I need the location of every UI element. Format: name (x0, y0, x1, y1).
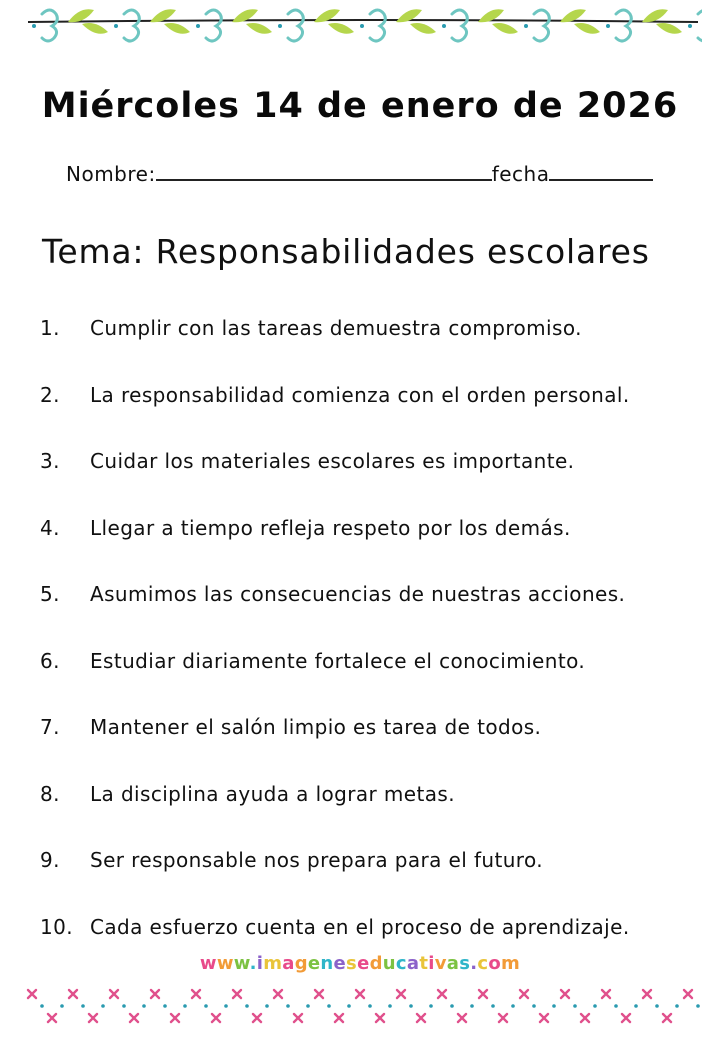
name-label: Nombre: (66, 162, 156, 186)
dot-ornament (409, 1004, 413, 1008)
dot-ornament (122, 1004, 126, 1008)
list-item (0, 582, 720, 649)
leaf-ornament (656, 23, 682, 34)
cross-ornament (561, 990, 569, 998)
cross-ornament (479, 990, 487, 998)
item-number: 8. (40, 781, 60, 806)
swirl-ornament (698, 10, 702, 41)
dot-ornament (306, 1004, 310, 1008)
dot-ornament (163, 1004, 167, 1008)
cross-ornament (294, 1014, 302, 1022)
item-number: 1. (40, 316, 60, 340)
website-url[interactable]: www.imageneseducativas.com (199, 953, 521, 974)
name-blank[interactable] (156, 163, 492, 181)
item-text: Llegar a tiempo refleja respeto por los demás. (90, 515, 571, 540)
vine-border-top (18, 0, 702, 50)
item-number: 10. (40, 914, 74, 939)
dot-ornament (368, 1004, 372, 1008)
cross-ornament (192, 990, 200, 998)
dot-ornament (224, 1004, 228, 1008)
leaf-ornament (68, 9, 94, 22)
cross-ornament (69, 990, 77, 998)
dot-ornament (450, 1004, 454, 1008)
leaf-ornament (328, 23, 354, 34)
dot-ornament (196, 24, 200, 28)
dot-ornament (101, 1004, 105, 1008)
item-number: 3. (40, 449, 60, 473)
leaf-ornament (246, 23, 272, 34)
item-text: Cumplir con las tareas demuestra compromiso. (90, 316, 582, 340)
dot-ornament (552, 1004, 556, 1008)
item-text: La responsabilidad comienza con el orden personal. (90, 382, 630, 407)
dot-ornament (634, 1004, 638, 1008)
dot-ornament (429, 1004, 433, 1008)
cross-ornament (315, 990, 323, 998)
dot-ornament (245, 1004, 249, 1008)
dot-ornament (347, 1004, 351, 1008)
item-number: 9. (40, 848, 60, 872)
list-item (0, 649, 720, 716)
sentence-list (0, 316, 720, 981)
list-item (0, 782, 720, 849)
cross-ornament (253, 1014, 261, 1022)
dot-ornament (32, 24, 36, 28)
date-blank[interactable] (549, 163, 653, 181)
cross-ornament (438, 990, 446, 998)
cross-ornament (48, 1014, 56, 1022)
list-item (0, 383, 720, 450)
dot-ornament (183, 1004, 187, 1008)
cross-ornament (663, 1014, 671, 1022)
dot-ornament (532, 1004, 536, 1008)
cross-ornament (397, 990, 405, 998)
list-item (0, 516, 720, 583)
dot-ornament (265, 1004, 269, 1008)
dot-ornament (614, 1004, 618, 1008)
item-text: Asumimos las consecuencias de nuestras acciones. (90, 582, 626, 606)
dot-ornament (442, 24, 446, 28)
cross-ornament (130, 1014, 138, 1022)
dot-ornament (360, 24, 364, 28)
dot-ornament (696, 1004, 700, 1008)
cross-ornament (643, 990, 651, 998)
cross-ornament (520, 990, 528, 998)
leaf-ornament (642, 9, 668, 22)
name-date-line (66, 162, 653, 186)
cross-ornament (274, 990, 282, 998)
dot-ornament (286, 1004, 290, 1008)
item-text: Ser responsable nos prepara para el futuro. (90, 848, 544, 872)
cross-ornament (602, 990, 610, 998)
leaf-ornament (82, 23, 108, 34)
cross-ornament (151, 990, 159, 998)
dot-ornament (327, 1004, 331, 1008)
dot-ornament (524, 24, 528, 28)
leaf-ornament (492, 23, 518, 34)
dot-ornament (60, 1004, 64, 1008)
cross-ornament (89, 1014, 97, 1022)
list-item (0, 316, 720, 383)
dot-ornament (40, 1004, 44, 1008)
cross-ornament (28, 990, 36, 998)
dot-ornament (688, 24, 692, 28)
dot-ornament (142, 1004, 146, 1008)
dot-ornament (114, 24, 118, 28)
swirl-ornament (534, 10, 549, 41)
swirl-ornament (42, 10, 57, 41)
swirl-ornament (616, 10, 631, 41)
cross-ornament (335, 1014, 343, 1022)
dot-ornament (491, 1004, 495, 1008)
cross-ornament (212, 1014, 220, 1022)
item-text: La disciplina ayuda a lograr metas. (90, 781, 455, 806)
cross-ornament (684, 990, 692, 998)
topic-heading: Tema: Responsabilidades escolares (42, 232, 650, 271)
dot-ornament (606, 24, 610, 28)
swirl-ornament (124, 10, 139, 41)
cross-ornament (110, 990, 118, 998)
item-text: Estudiar diariamente fortalece el conocimiento. (90, 648, 586, 673)
cross-dot-border-bottom (18, 982, 702, 1028)
cross-ornament (622, 1014, 630, 1022)
dot-ornament (655, 1004, 659, 1008)
cross-ornament (376, 1014, 384, 1022)
swirl-ornament (206, 10, 221, 41)
cross-ornament (581, 1014, 589, 1022)
swirl-ornament (288, 10, 303, 41)
list-item (0, 848, 720, 915)
cross-ornament (540, 1014, 548, 1022)
item-text: Cuidar los materiales escolares es importante. (90, 449, 575, 473)
swirl-ornament (370, 10, 385, 41)
item-text: Cada esfuerzo cuenta en el proceso de aprendizaje. (90, 914, 630, 939)
page-title: Miércoles 14 de enero de 2026 (41, 86, 679, 126)
cross-ornament (233, 990, 241, 998)
item-number: 6. (40, 648, 60, 673)
list-item (0, 449, 720, 516)
item-number: 5. (40, 582, 60, 606)
dot-ornament (204, 1004, 208, 1008)
dot-ornament (278, 24, 282, 28)
swirl-ornament (452, 10, 467, 41)
item-number: 2. (40, 382, 60, 407)
vine-line (28, 20, 698, 22)
list-item (0, 715, 720, 782)
dot-ornament (388, 1004, 392, 1008)
dot-ornament (593, 1004, 597, 1008)
item-text: Mantener el salón limpio es tarea de todos. (90, 715, 542, 739)
cross-ornament (458, 1014, 466, 1022)
leaf-ornament (410, 23, 436, 34)
date-label: fecha (491, 162, 550, 186)
dot-ornament (573, 1004, 577, 1008)
dot-ornament (675, 1004, 679, 1008)
cross-ornament (171, 1014, 179, 1022)
cross-ornament (499, 1014, 507, 1022)
item-number: 4. (40, 515, 60, 540)
item-number: 7. (40, 715, 60, 739)
dot-ornament (81, 1004, 85, 1008)
leaf-ornament (164, 23, 190, 34)
leaf-ornament (574, 23, 600, 34)
cross-ornament (356, 990, 364, 998)
dot-ornament (511, 1004, 515, 1008)
dot-ornament (470, 1004, 474, 1008)
cross-ornament (417, 1014, 425, 1022)
